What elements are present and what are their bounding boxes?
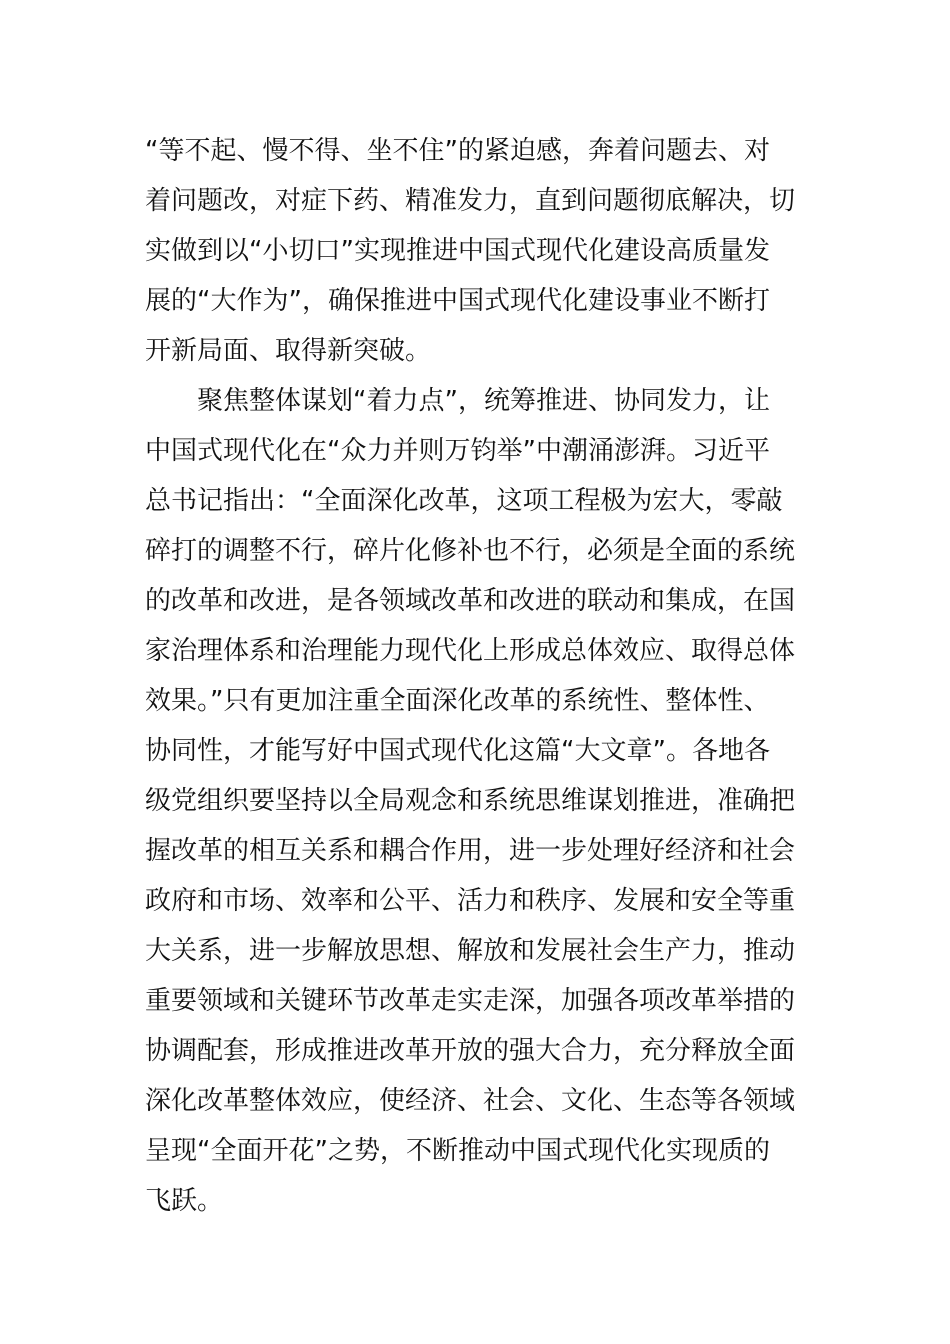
text-line: 开新局面、取得新突破。 <box>145 336 432 366</box>
body-text <box>145 126 810 1226</box>
text-line: 中国式现代化在“众力并则万钧举”中潮涌澎湃。习近平 <box>145 436 770 466</box>
text-line: 效果。”只有更加注重全面深化改革的系统性、整体性、 <box>145 686 770 716</box>
text-line: 总书记指出：“全面深化改革，这项工程极为宏大，零敲 <box>145 486 783 516</box>
text-line: 大关系，进一步解放思想、解放和发展社会生产力，推动 <box>145 936 796 966</box>
text-line: 碎打的调整不行，碎片化修补也不行，必须是全面的系统 <box>145 536 796 566</box>
text-line: 家治理体系和治理能力现代化上形成总体效应、取得总体 <box>145 636 796 666</box>
text-line: 飞跃。 <box>145 1186 224 1216</box>
text-line: 握改革的相互关系和耦合作用，进一步处理好经济和社会 <box>145 836 796 866</box>
text-line: 深化改革整体效应，使经济、社会、文化、生态等各领域 <box>145 1086 796 1116</box>
text-line: 展的“大作为”，确保推进中国式现代化建设事业不断打 <box>145 286 770 316</box>
text-line: 级党组织要坚持以全局观念和系统思维谋划推进，准确把 <box>145 786 796 816</box>
text-line: “等不起、慢不得、坐不住”的紧迫感，奔着问题去、对 <box>145 136 770 166</box>
text-line: 协同性，才能写好中国式现代化这篇“大文章”。各地各 <box>145 736 770 766</box>
text-line: 聚焦整体谋划“着力点”，统筹推进、协同发力，让 <box>145 386 770 416</box>
text-line: 协调配套，形成推进改革开放的强大合力，充分释放全面 <box>145 1036 796 1066</box>
text-line: 的改革和改进，是各领域改革和改进的联动和集成，在国 <box>145 586 796 616</box>
text-line: 政府和市场、效率和公平、活力和秩序、发展和安全等重 <box>145 886 796 916</box>
text-line: 重要领域和关键环节改革走实走深，加强各项改革举措的 <box>145 986 796 1016</box>
text-line: 实做到以“小切口”实现推进中国式现代化建设高质量发 <box>145 236 770 266</box>
text-line: 着问题改，对症下药、精准发力，直到问题彻底解决，切 <box>145 186 796 216</box>
text-line: 呈现“全面开花”之势，不断推动中国式现代化实现质的 <box>145 1136 770 1166</box>
